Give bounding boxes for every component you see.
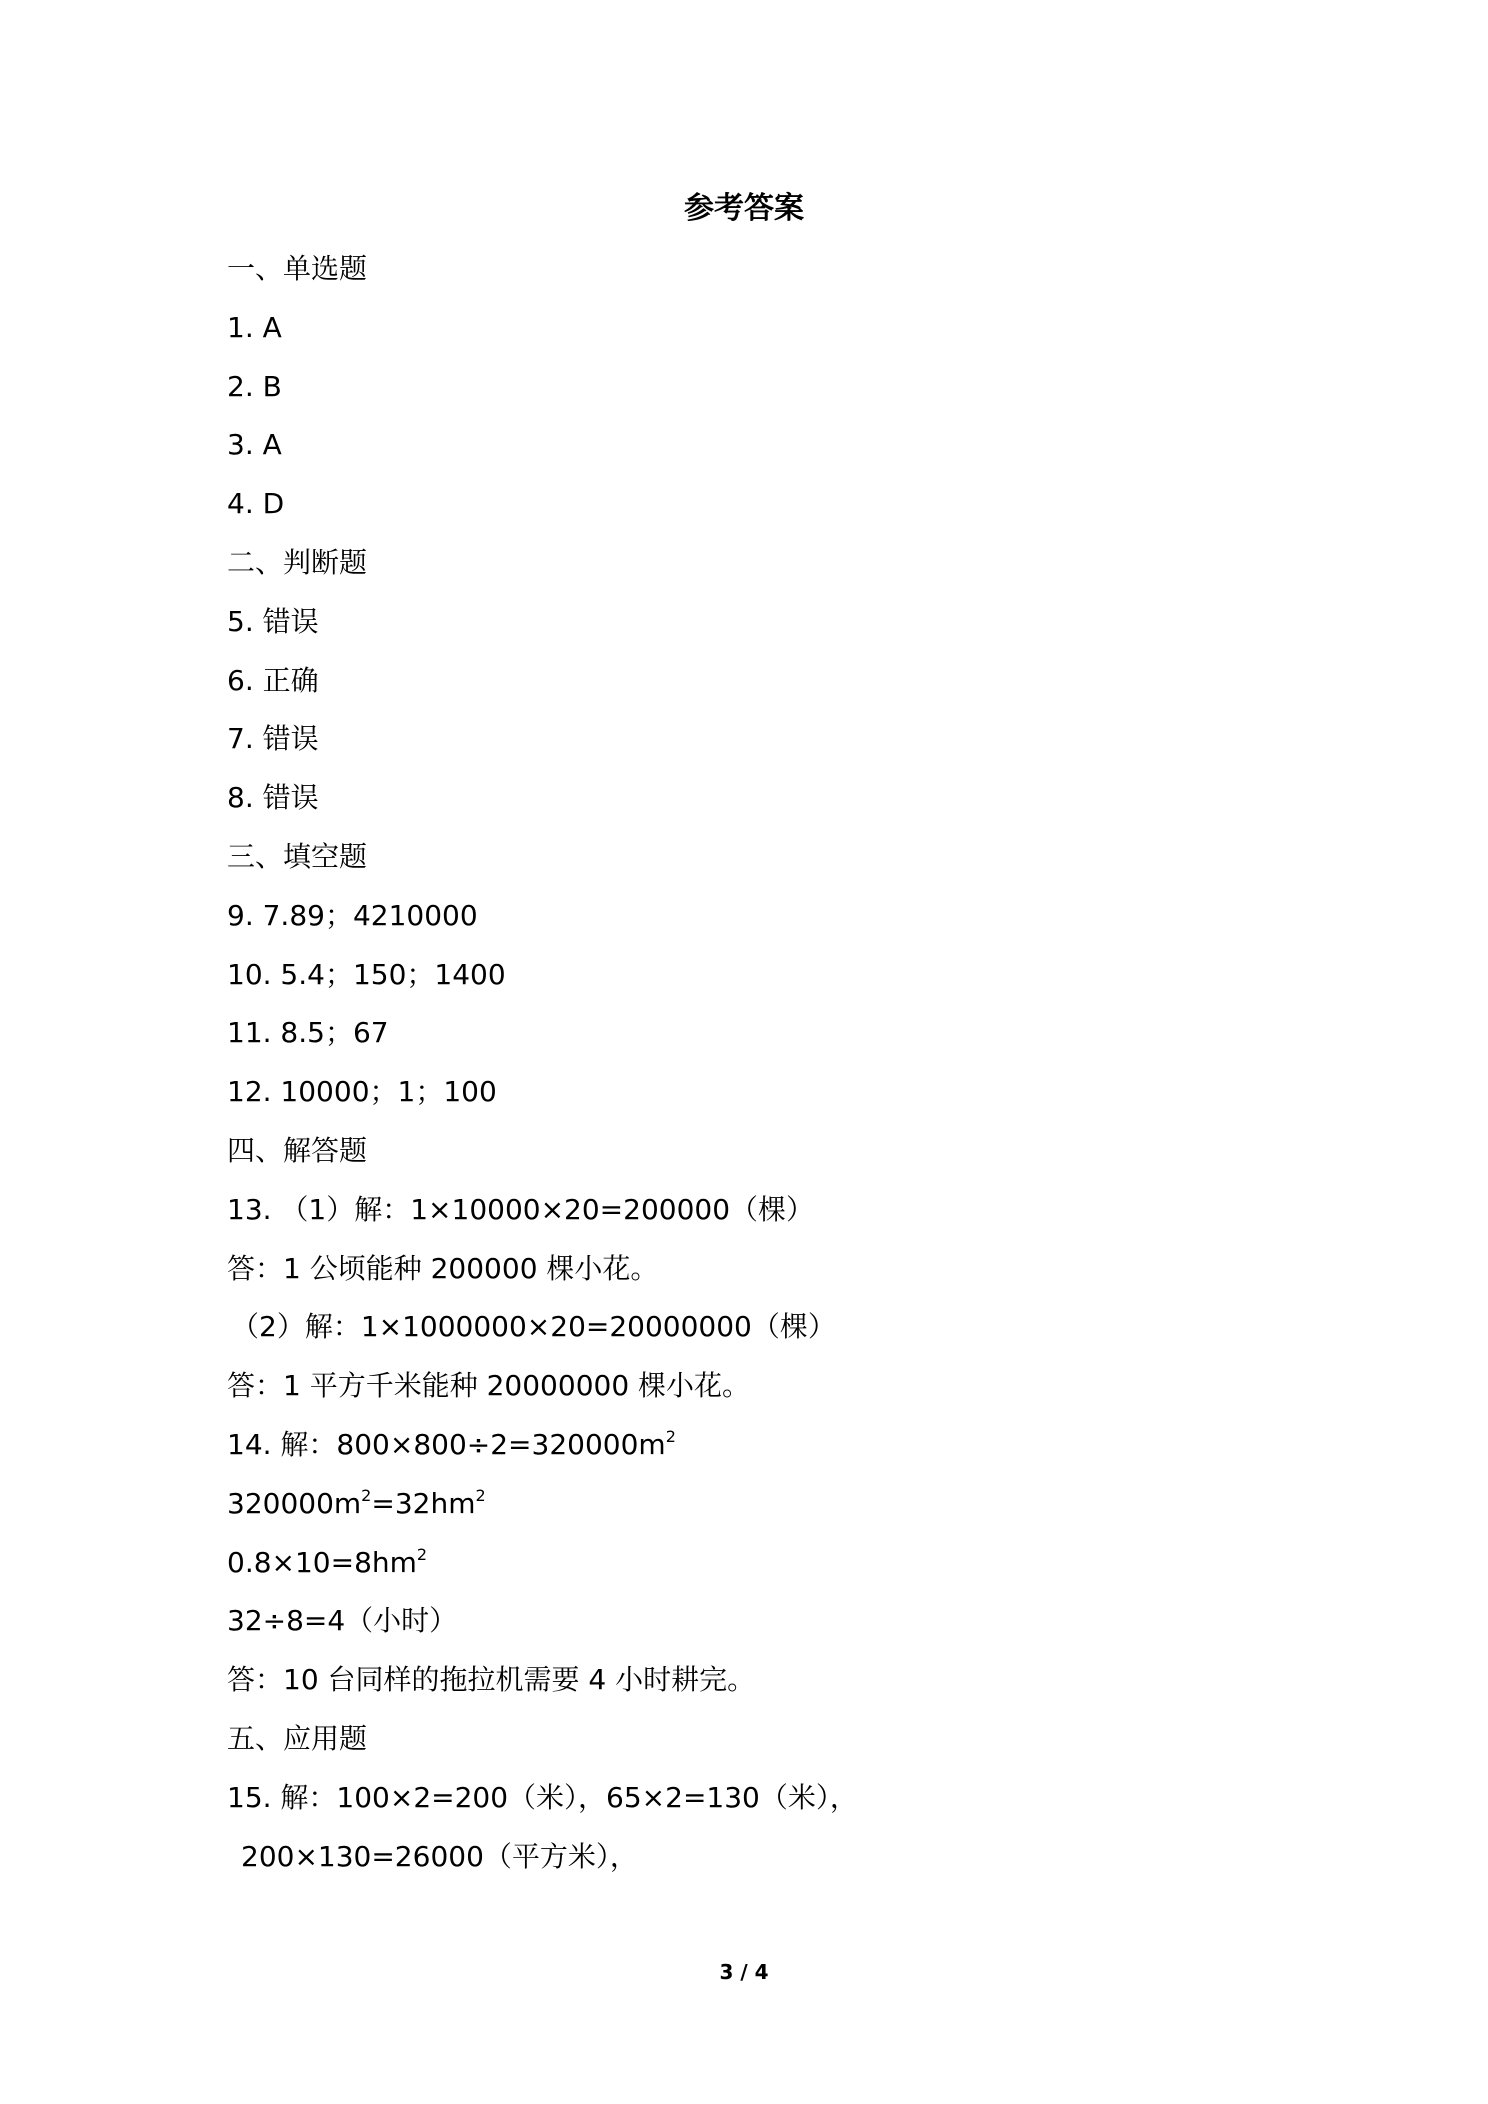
answer-14-step3 <box>227 1541 1327 1600</box>
page-number: 3 / 4 <box>719 1960 769 1984</box>
section-heading-solve: 四、解答题 <box>227 1133 368 1167</box>
answer-15-step2: 200×130=26000（平方米）， <box>241 1839 638 1873</box>
answer-14-step4: 32÷8=4（小时） <box>227 1604 458 1638</box>
answer-14-step2-text-b: =32hm <box>371 1486 476 1520</box>
answer-13-reply2: 答：1 平方千米能种 20000000 棵小花。 <box>227 1369 751 1403</box>
answer-13-reply1: 答：1 公顷能种 200000 棵小花。 <box>227 1251 659 1285</box>
answer-list <box>227 247 1327 1893</box>
answer-14-step3-text: 0.8×10=8hm <box>227 1545 417 1579</box>
answer-12: 12. 10000；1；100 <box>227 1075 497 1109</box>
section-heading-true-false: 二、判断题 <box>227 545 368 579</box>
page-title: 参考答案 <box>684 191 804 226</box>
answer-15-step1: 15. 解：100×2=200（米），65×2=130（米）， <box>227 1780 858 1814</box>
answer-4: 4. D <box>227 487 285 521</box>
section-heading-application: 五、应用题 <box>227 1721 368 1755</box>
answer-14-step2-text-a: 320000m <box>227 1486 362 1520</box>
answer-9: 9. 7.89；4210000 <box>227 898 478 932</box>
answer-10: 10. 5.4；150；1400 <box>227 957 506 991</box>
section-heading-fill-blank: 三、填空题 <box>227 839 368 873</box>
answer-7: 7. 错误 <box>227 722 319 756</box>
answer-11: 11. 8.5；67 <box>227 1016 389 1050</box>
answer-13-part2: （2）解：1×1000000×20=20000000（棵） <box>231 1310 836 1344</box>
superscript-2: 2 <box>416 1544 428 1564</box>
answer-6: 6. 正确 <box>227 663 319 697</box>
answer-8: 8. 错误 <box>227 781 319 815</box>
section-heading-single-choice: 一、单选题 <box>227 252 368 285</box>
answer-13-part1: 13. （1）解：1×10000×20=200000（棵） <box>227 1192 815 1226</box>
answer-5: 5. 错误 <box>227 604 319 638</box>
superscript-2: 2 <box>665 1426 676 1446</box>
answer-2: 2. B <box>227 369 282 403</box>
answer-14-reply: 答：10 台同样的拖拉机需要 4 小时耕完。 <box>227 1663 756 1697</box>
answer-14-step1-text: 14. 解：800×800÷2=320000m <box>227 1427 666 1461</box>
answer-3: 3. A <box>227 428 282 462</box>
answer-14-step1 <box>227 1423 1327 1482</box>
superscript-2: 2 <box>475 1485 486 1505</box>
superscript-2: 2 <box>361 1485 372 1505</box>
answer-1: 1. A <box>227 310 282 344</box>
answer-14-step2 <box>227 1482 1327 1541</box>
